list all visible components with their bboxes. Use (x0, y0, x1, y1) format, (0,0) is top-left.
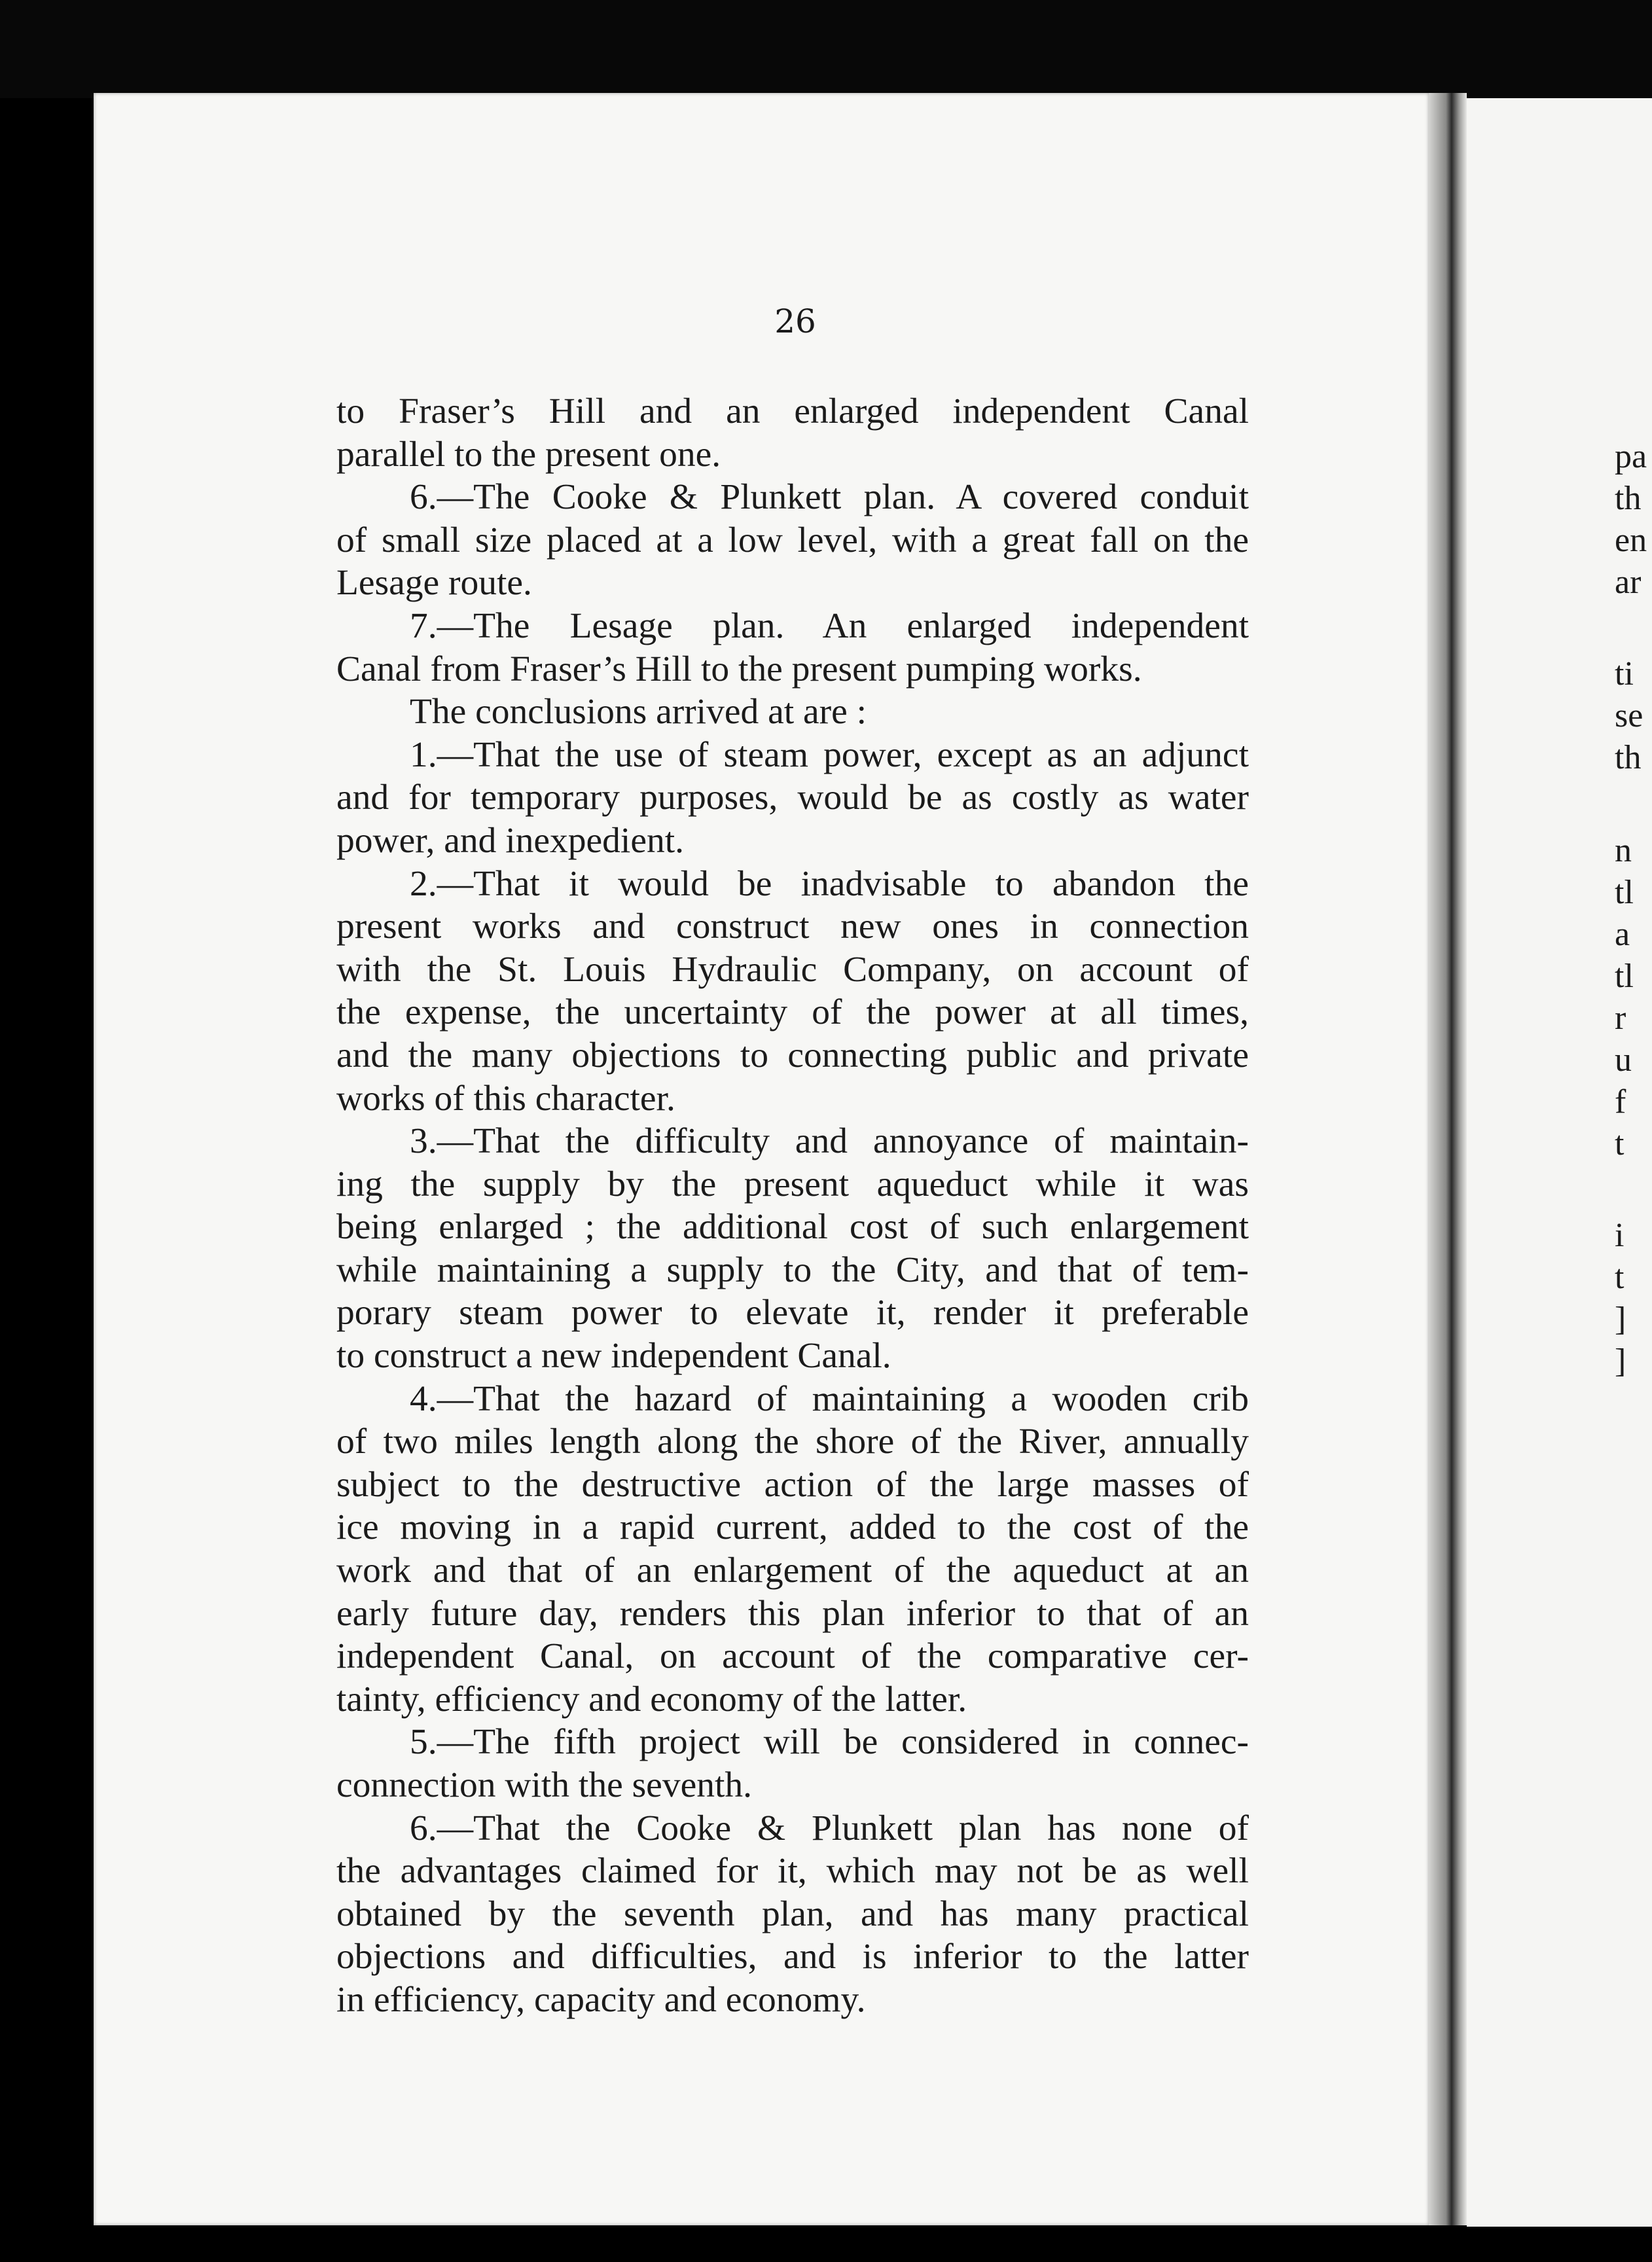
text-line: obtained by the seventh plan, and has many practical (336, 1894, 1249, 1934)
text-line: and the many objections to connecting public and private (336, 1035, 1249, 1075)
facing-page-fragment: t (1615, 1259, 1625, 1296)
text-line: works of this character. (336, 1078, 675, 1119)
text-line: present works and construct new ones in connection (336, 907, 1249, 947)
text-line: in efficiency, capacity and economy. (336, 1979, 866, 2020)
facing-page-fragment: ] (1615, 1301, 1626, 1338)
text-line: independent Canal, on account of the comparative cer- (336, 1636, 1249, 1677)
text-line: connection with the seventh. (336, 1765, 752, 1805)
text-line: while maintaining a supply to the City, and that of tem- (336, 1249, 1249, 1290)
text-line: tainty, efficiency and economy of the latter. (336, 1679, 967, 1719)
facing-page-fragment: ti (1615, 655, 1634, 692)
text-line: 1.—That the use of steam power, except as an adjunct (410, 734, 1249, 775)
text-line: ice moving in a rapid current, added to the cost of the (336, 1507, 1249, 1548)
facing-page-fragment: f (1615, 1083, 1626, 1121)
text-line: work and that of an enlargement of the aqueduct at an (336, 1551, 1249, 1591)
facing-page-fragment: t (1615, 1125, 1625, 1162)
text-line: of two miles length along the shore of the River, annually (336, 1422, 1249, 1462)
facing-page-fragment: en (1615, 522, 1647, 559)
facing-page-fragment: pa (1615, 438, 1647, 475)
facing-page (1467, 98, 1652, 2227)
text-line: 7.—The Lesage plan. An enlarged independent (410, 605, 1249, 646)
facing-page-fragment: se (1615, 697, 1643, 734)
text-line: being enlarged ; the additional cost of such enlargement (336, 1207, 1249, 1248)
text-line: of small size placed at a low level, with a great fall on the (336, 520, 1249, 560)
text-line: to Fraser’s Hill and an enlarged independent Canal (336, 391, 1249, 431)
facing-page-fragment: th (1615, 480, 1642, 517)
facing-page-fragment: a (1615, 916, 1630, 953)
text-line: subject to the destructive action of the large masses of (336, 1464, 1249, 1505)
facing-page-fragment: ] (1615, 1342, 1626, 1380)
text-line: 2.—That it would be inadvisable to abandon the (410, 863, 1249, 904)
text-line: and for temporary purposes, would be as costly as water (336, 778, 1249, 818)
text-line: early future day, renders this plan inferior to that of an (336, 1593, 1249, 1634)
text-line: 6.—The Cooke & Plunkett plan. A covered conduit (410, 477, 1249, 518)
text-line: parallel to the present one. (336, 434, 721, 475)
text-line: objections and difficulties, and is inferior to the latter (336, 1937, 1249, 1977)
scan-background-top (0, 0, 1652, 98)
text-line: 6.—That the Cooke & Plunkett plan has none of (410, 1808, 1249, 1848)
text-line: 5.—The fifth project will be considered in connec- (410, 1722, 1249, 1763)
text-line: power, and inexpedient. (336, 820, 685, 861)
text-line: ing the supply by the present aqueduct while it was (336, 1164, 1249, 1204)
book-spine-gutter (1429, 93, 1467, 2225)
text-line: 3.—That the difficulty and annoyance of maintain- (410, 1121, 1249, 1162)
text-line: the expense, the uncertainty of the power at all times, (336, 992, 1249, 1033)
facing-page-fragment: tl (1615, 874, 1634, 911)
facing-page-fragment: n (1615, 832, 1632, 869)
text-line: porary steam power to elevate it, render it preferable (336, 1293, 1249, 1333)
facing-page-fragment: u (1615, 1041, 1632, 1079)
text-line: the advantages claimed for it, which may not be as well (336, 1851, 1249, 1892)
body-text (336, 390, 1249, 2022)
text-line: with the St. Louis Hydraulic Company, on account of (336, 949, 1249, 990)
facing-page-fragment: ar (1615, 564, 1642, 601)
text-line: Lesage route. (336, 563, 532, 603)
text-line: The conclusions arrived at are : (410, 692, 867, 732)
facing-page-fragment: tl (1615, 958, 1634, 995)
facing-page-fragment: th (1615, 739, 1642, 776)
text-line: Canal from Fraser’s Hill to the present pumping works. (336, 649, 1142, 689)
facing-page-fragment: r (1615, 999, 1626, 1037)
text-line: 4.—That the hazard of maintaining a wooden crib (410, 1378, 1249, 1419)
text-line: to construct a new independent Canal. (336, 1336, 891, 1376)
page-number: 26 (774, 302, 816, 340)
facing-page-fragment: i (1615, 1217, 1625, 1254)
